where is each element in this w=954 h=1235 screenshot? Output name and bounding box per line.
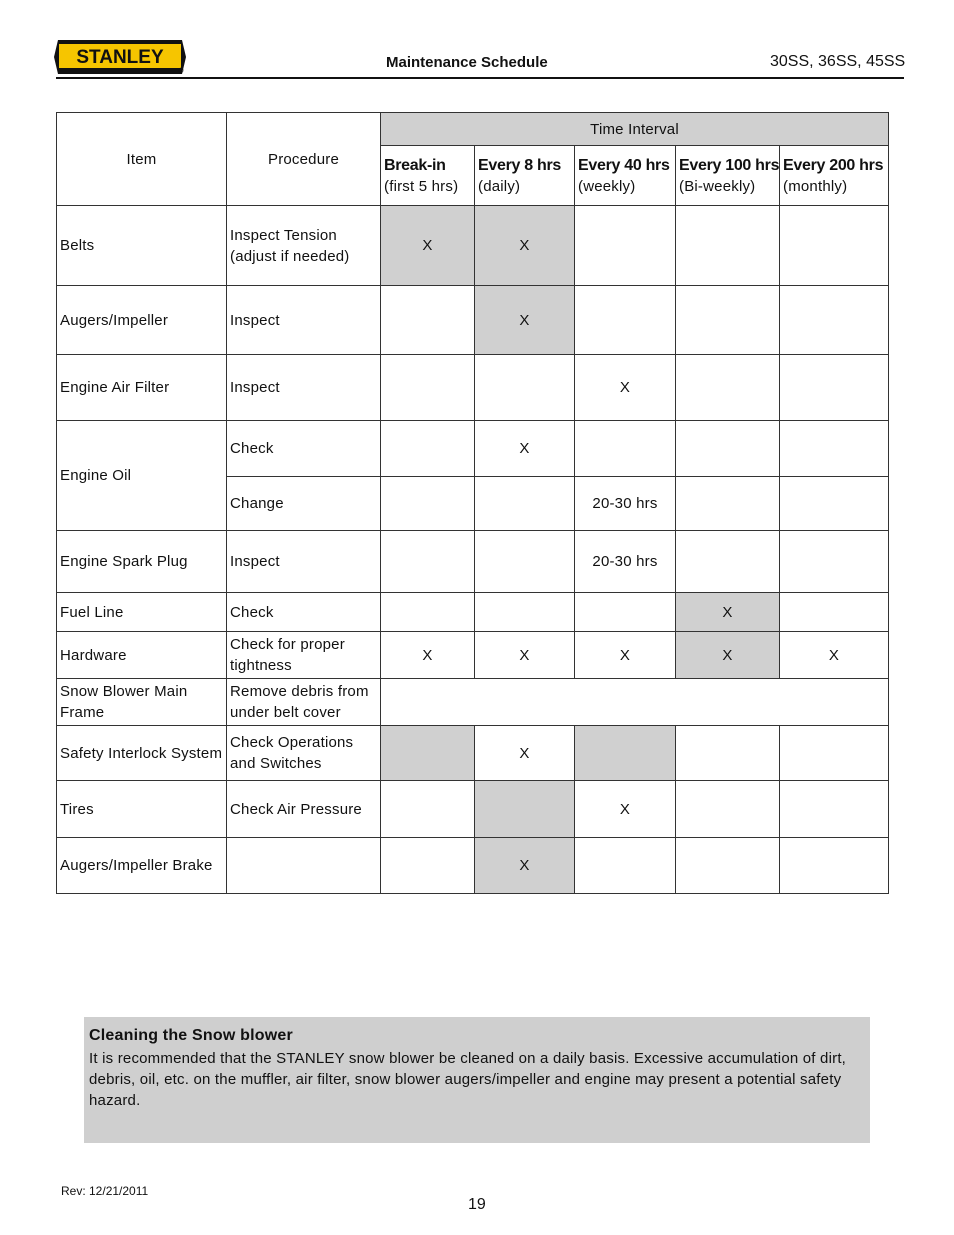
revision-date: Rev: 12/21/2011 (61, 1184, 149, 1198)
interval-cell (676, 421, 780, 477)
interval-cell (381, 593, 475, 632)
procedure-cell: Remove debris from under belt cover (227, 679, 381, 726)
interval-cell: X (780, 632, 889, 679)
interval-cell (780, 726, 889, 781)
table-row (57, 781, 889, 838)
item-cell: Fuel Line (57, 593, 227, 632)
interval-cell: X (475, 421, 575, 477)
cleaning-note-box (84, 1017, 870, 1143)
interval-cell (780, 593, 889, 632)
interval-cell (676, 781, 780, 838)
interval-cell (676, 355, 780, 421)
interval-cell: X (575, 355, 676, 421)
header-row-1 (57, 113, 889, 146)
item-cell: Snow Blower Main Frame (57, 679, 227, 726)
procedure-column-header: Procedure (227, 113, 381, 206)
interval-cell (475, 355, 575, 421)
page-title: Maintenance Schedule (386, 54, 548, 71)
item-cell: Tires (57, 781, 227, 838)
interval-cell (475, 531, 575, 593)
procedure-cell: Check (227, 421, 381, 477)
interval-cell: X (575, 632, 676, 679)
procedure-cell: Check (227, 593, 381, 632)
table-row (57, 531, 889, 593)
procedure-cell (227, 838, 381, 894)
interval-cell (381, 355, 475, 421)
interval-cell: X (381, 632, 475, 679)
interval-cell: 20-30 hrs (575, 531, 676, 593)
interval-cell (381, 531, 475, 593)
interval-name: Every 8 hrs (478, 156, 561, 174)
interval-cell (676, 286, 780, 355)
interval-cell (475, 593, 575, 632)
stanley-logo (54, 40, 186, 74)
interval-cell (780, 781, 889, 838)
cleaning-body: It is recommended that the STANLEY snow blower be cleaned on a daily basis. Excessive accumulation of dirt, debris, oil, etc. on the muffler, air filter, snow blower augers/impeller and engine may present a potential safety hazard. (89, 1050, 847, 1109)
interval-cell (575, 593, 676, 632)
interval-cell (676, 477, 780, 531)
interval-sub: (daily) (478, 177, 521, 195)
interval-cell: X (676, 632, 780, 679)
cleaning-title: Cleaning the Snow blower (89, 1027, 293, 1044)
interval-cell (475, 477, 575, 531)
interval-header (780, 146, 889, 206)
table-row (57, 726, 889, 781)
table-row (57, 355, 889, 421)
table-row (57, 286, 889, 355)
registered-mark: ® (178, 68, 184, 74)
table-row (57, 421, 889, 477)
interval-cell (676, 531, 780, 593)
interval-sub: (weekly) (578, 177, 636, 195)
item-cell: Safety Interlock System (57, 726, 227, 781)
table-row (57, 206, 889, 286)
item-cell: Hardware (57, 632, 227, 679)
interval-cell (676, 726, 780, 781)
interval-sub: (Bi-weekly) (679, 177, 756, 195)
item-cell: Engine Air Filter (57, 355, 227, 421)
header-rule (56, 77, 904, 79)
logo-wordmark: STANLEY (76, 47, 164, 68)
interval-header (381, 146, 475, 206)
maintenance-schedule-table (56, 112, 889, 894)
interval-cell: 20-30 hrs (575, 477, 676, 531)
interval-cell (575, 726, 676, 781)
item-cell: Augers/Impeller (57, 286, 227, 355)
interval-cell (780, 355, 889, 421)
interval-name: Every 100 hrs (679, 156, 780, 174)
procedure-cell: Inspect Tension (adjust if needed) (227, 206, 381, 286)
procedure-cell: Check for proper tightness (227, 632, 381, 679)
item-cell: Engine Oil (57, 421, 227, 531)
interval-cell (381, 477, 475, 531)
interval-cell: X (475, 838, 575, 894)
procedure-cell: Change (227, 477, 381, 531)
interval-cell-merged (381, 679, 889, 726)
table-row (57, 593, 889, 632)
interval-cell (575, 206, 676, 286)
procedure-cell: Check Air Pressure (227, 781, 381, 838)
interval-cell: X (475, 632, 575, 679)
procedure-cell: Inspect (227, 355, 381, 421)
interval-cell (381, 781, 475, 838)
interval-cell: X (475, 726, 575, 781)
interval-cell (575, 838, 676, 894)
interval-cell: X (575, 781, 676, 838)
interval-cell (381, 838, 475, 894)
interval-cell (475, 781, 575, 838)
table-row (57, 838, 889, 894)
interval-cell (780, 531, 889, 593)
interval-cell (575, 421, 676, 477)
interval-header (676, 146, 780, 206)
item-cell: Augers/Impeller Brake (57, 838, 227, 894)
table-row (57, 679, 889, 726)
time-interval-header: Time Interval (381, 113, 889, 146)
interval-cell (676, 838, 780, 894)
item-column-header: Item (57, 113, 227, 206)
interval-header (475, 146, 575, 206)
interval-cell (780, 838, 889, 894)
interval-header (575, 146, 676, 206)
interval-cell (381, 421, 475, 477)
procedure-cell: Check Operations and Switches (227, 726, 381, 781)
interval-cell: X (381, 206, 475, 286)
interval-cell (676, 206, 780, 286)
interval-name: Every 200 hrs (783, 156, 884, 174)
interval-cell: X (676, 593, 780, 632)
interval-cell: X (475, 286, 575, 355)
interval-name: Every 40 hrs (578, 156, 670, 174)
interval-name: Break-in (384, 156, 446, 174)
interval-cell (780, 421, 889, 477)
interval-cell (780, 477, 889, 531)
procedure-cell: Inspect (227, 531, 381, 593)
model-numbers: 30SS, 36SS, 45SS (770, 53, 906, 70)
table-row (57, 632, 889, 679)
item-cell: Belts (57, 206, 227, 286)
page-number: 19 (468, 1196, 486, 1213)
interval-cell (381, 286, 475, 355)
interval-cell (381, 726, 475, 781)
interval-cell (575, 286, 676, 355)
interval-cell (780, 286, 889, 355)
procedure-cell: Inspect (227, 286, 381, 355)
interval-sub: (monthly) (783, 177, 848, 195)
interval-cell: X (475, 206, 575, 286)
interval-cell (780, 206, 889, 286)
item-cell: Engine Spark Plug (57, 531, 227, 593)
interval-sub: (first 5 hrs) (384, 177, 459, 195)
